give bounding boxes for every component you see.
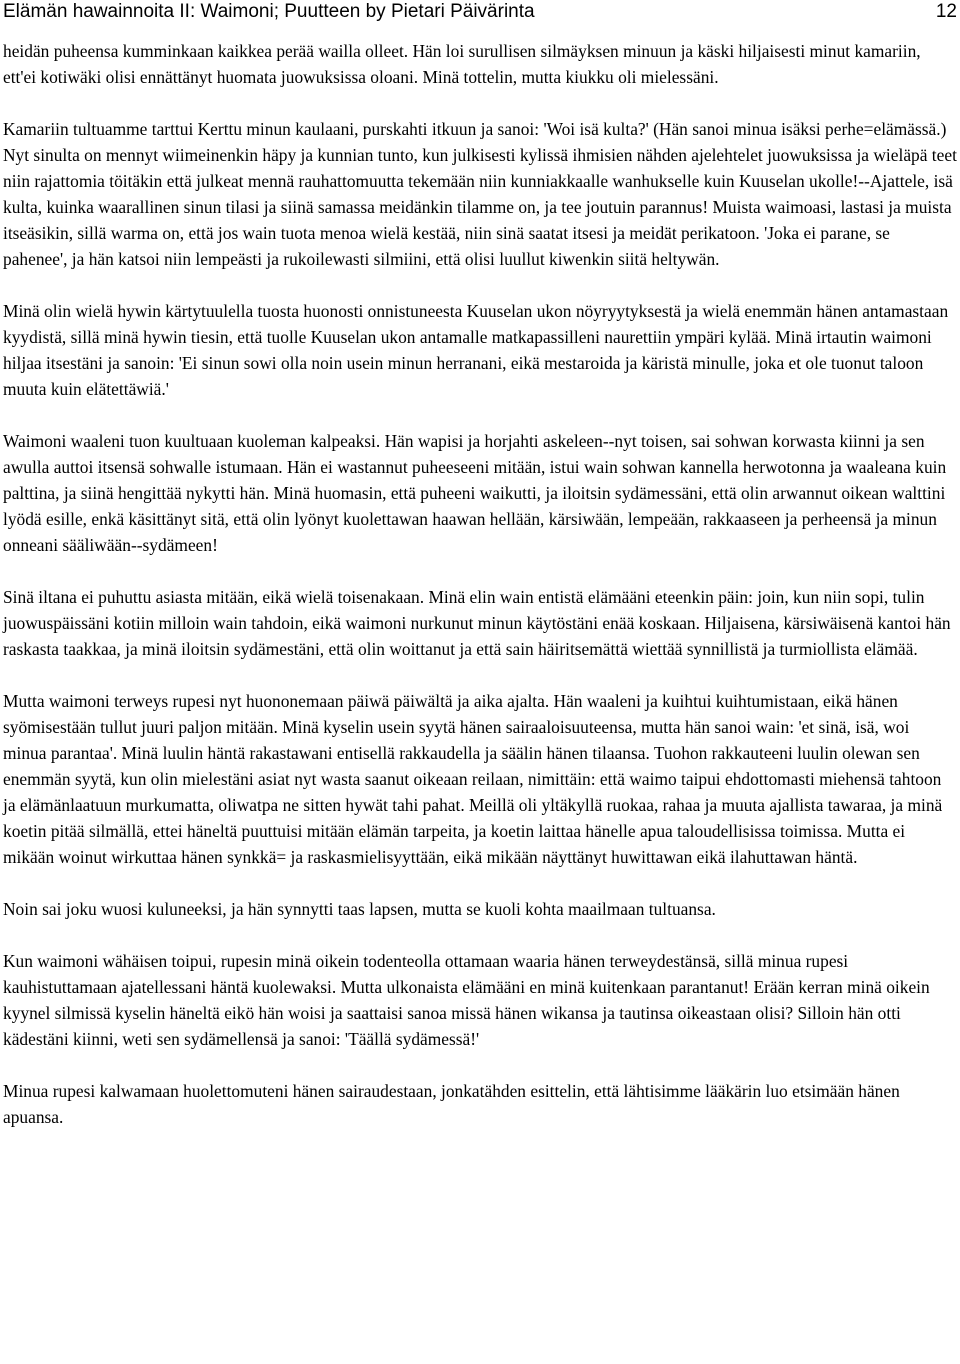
paragraph: Mutta waimoni terweys rupesi nyt huononemaan päiwä päiwältä ja aika ajalta. Hän waaleni ja kuihtui kuihtumistaan, eikä hänen syömisestään tullut juuri paljon mitään. Minä kyselin usein syytä hänen sairaaloisuuteensa, mutta hän sanoi wain: 'et sinä, isä, woi minua parantaa'. Minä luulin häntä rakastawani entisellä rakkaudella ja säälin hänen tilaansa. Tuohon rakkauteeni luulin olewan sen enemmän syytä, kun olin mielestäni asiat nyt wasta saanut oikeaan reilaan, nimittäin: että waimo taipui ehdottomasti miehensä tahtoon ja elämänlaatuun murkumatta, oliwatpa ne sitten hywät tahi pahat. Meillä oli yltäkyllä ruokaa, rahaa ja muuta ajallista tawaraa, ja minä koetin pitää silmällä, ettei häneltä puuttuisi mitään elämän tarpeita, ja koetin laittaa hänelle apua taloudellisissa toimissa. Mutta ei mikään woinut wirkuttaa hänen synkkä= ja raskasmielisyyttään, eikä mikään näyttänyt huwittawan eikä ilahuttawan häntä. <box>3 691 943 867</box>
paragraph: Kun waimoni wähäisen toipui, rupesin minä oikein todenteolla ottamaan waaria hänen terweydestänsä, sillä minua rupesi kauhistuttamaan ajatellessani häntä kuolewaksi. Mutta ulkonaista elämääni en minä kuitenkaan parantanut! Erään kerran minä oikein kyynel silmissä kyselin häneltä eikö hän woisi ja saattaisi sanoa missä hänen wikansa ja tautinsa oikeastaan olisi? Silloin hän otti kädestäni kiinni, weti sen sydämellensä ja sanoi: 'Täällä sydämessä!' <box>3 951 930 1049</box>
paragraph: Waimoni waaleni tuon kuultuaan kuoleman kalpeaksi. Hän wapisi ja horjahti askeleen--nyt toisen, sai sohwan korwasta kiinni ja sen awulla auttoi itsensä sohwalle istumaan. Hän ei wastannut puheeseeni mitään, istui wain sohwan kannella herwotonna ja waaleana kuin palttina, ja siinä hengittää nykytti hän. Minä huomasin, että puheeni waikutti, ja iloitsin sydämessäni, että olin arwannut oikean walttini lyödä esille, enkä käsittänyt sitä, että olin lyönyt kuolettawan haawan hellään, kärsiwään, lempeään, rakkaaseen ja perheensä ja minun onneani sääliwään--sydämeen! <box>3 431 947 555</box>
paragraph: Minua rupesi kalwamaan huolettomuteni hänen sairaudestaan, jonkatähden esittelin, että lähtisimme lääkärin luo etsimään hänen apuansa. <box>3 1081 900 1127</box>
document-title: Elämän hawainnoita II: Waimoni; Puutteen by Pietari Päivärinta <box>3 1 535 22</box>
paragraph: Noin sai joku wuosi kuluneeksi, ja hän synnytti taas lapsen, mutta se kuoli kohta maailmaan tultuansa. <box>3 899 716 919</box>
paragraph: Minä olin wielä hywin kärtytuulella tuosta huonosti onnistuneesta Kuuselan ukon nöyryytyksestä ja wielä enemmän hänen antamastaan kyydistä, sillä minä hywin tiesin, että tuolle Kuuselan ukon antamalle matkapassilleni naurettiin ympäri kylää. Minä irtautin waimoni hiljaa itsestäni ja sanoin: 'Ei sinun sowi olla noin usein minun herranani, eikä mestaroida ja käristä minulle, joka et ole tuonut taloon muuta kuin elätettäwiä.' <box>3 301 949 399</box>
paragraph: heidän puheensa kumminkaan kaikkea perää wailla olleet. Hän loi surullisen silmäyksen minuun ja käski hiljaisesti minut kamariin, ett'ei kotiwäki olisi ennättänyt huomata juowuksissa oloani. Minä tottelin, mutta kiukku oli mielessäni. <box>3 41 921 87</box>
page-header <box>3 0 957 24</box>
document-body <box>3 38 957 1156</box>
page-number: 12 <box>935 1 957 22</box>
paragraph: Sinä iltana ei puhuttu asiasta mitään, eikä wielä toisenakaan. Minä elin wain entistä elämääni eteenkin päin: join, kun niin sopi, tulin juowuspäissäni kotiin milloin wain tahdoin, eikä waimoni nurkunut minun käytöstäni enää koskaan. Hiljaisena, kärsiwäisenä kantoi hän raskasta taakkaa, ja minä iloitsin sydämestäni, että olin woittanut ja että sain häiritsemättä wiettää synnillistä ja turmiollista elämää. <box>3 587 951 659</box>
paragraph: Kamariin tultuamme tarttui Kerttu minun kaulaani, purskahti itkuun ja sanoi: 'Woi isä kulta?' (Hän sanoi minua isäksi perhe=elämässä.) Nyt sinulta on mennyt wiimeinenkin häpy ja kunnian tunto, kun julkisesti kylissä ihmisien nähden ajelehtelet juowuksissa ja wieläpä teet niin rajattomia töitäkin että julkeat mennä rauhattomuutta tekemään niin kunniakkaalle wanhukselle kuin Kuuselan ukolle!--Ajattele, isä kulta, kuinka waarallinen sinun tilasi ja siinä samassa meidänkin tilamme on, ja tee joutuin parannus! Muista waimoasi, lastasi ja muista itseäsikin, sillä warma on, että jos wain tuota menoa wielä kestää, niin sinä saatat itsesi ja meidät perikatoon. 'Joka ei parane, se pahenee', ja hän katsoi niin lempeästi ja rukoilewasti silmiini, että olisi luullut kiwenkin siitä heltywän. <box>3 119 957 269</box>
